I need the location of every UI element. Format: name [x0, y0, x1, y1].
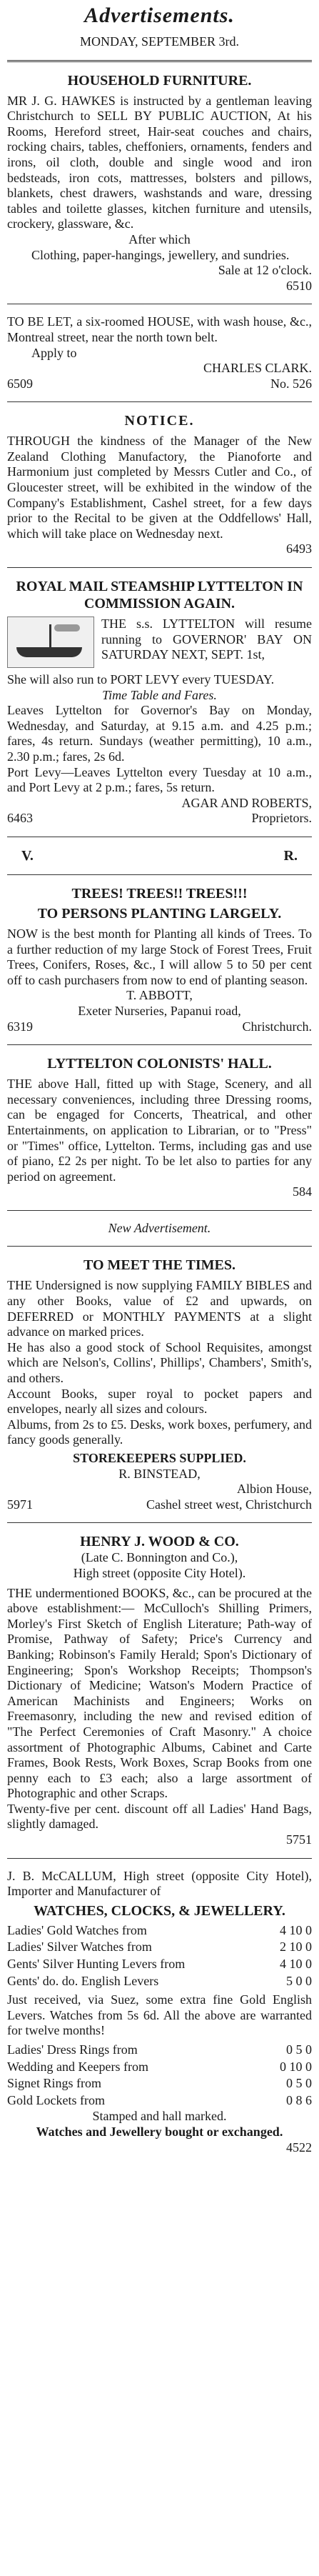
ad-role: Proprietors.: [251, 811, 312, 826]
divider: [7, 1858, 312, 1859]
price-item: Ladies' Silver Watches from: [7, 1940, 152, 1955]
ad-city: Christchurch.: [242, 1019, 312, 1034]
ad-mccallum: [7, 1869, 312, 2156]
ad-title: HOUSEHOLD FURNITURE.: [67, 72, 252, 89]
price-amount: 0 8 6: [286, 2092, 312, 2107]
price-row: [7, 2092, 312, 2110]
ad-trees: [7, 885, 312, 1034]
price-amount: 4 10 0: [280, 1957, 312, 1972]
price-list-2: [7, 2042, 312, 2109]
ad-number: 4522: [286, 2140, 312, 2155]
royal-divider: [7, 847, 312, 864]
divider-right: R.: [283, 847, 298, 864]
ad-henry-wood: [7, 1533, 312, 1847]
ad-body: THE undermentioned BOOKS, &c., can be procured at the above establishment:— McCulloch's Shilling Primers, Morley's First Sketch of English Literature; Path-way of Promise, Pathway of Safety; Price's Currency and Banking; Robinson's Family Herald; Spon's Dictionary of Engineering; Spon's Workshop Receipts; Thompson's Dictionary of Medicine; Watson's Modern Practice of American Machinists and Engineers; Works on Freemasonry, including the new and revised edition of "The Perfect Ceremonies of Craft Masonry." A choice assortment of Photographic Albums, Cabinet and Carte Frames, Book Rests, Work Boxes, Scrap Books from one penny each to £3 each; also a large assortment of Photographic and other Scraps.: [7, 1585, 312, 1801]
ad-apply: Apply to: [31, 345, 77, 360]
ad-body: J. B. McCALLUM, High street (opposite City Hotel), Importer and Manufacturer of: [7, 1868, 312, 1899]
ad-number: 5971: [7, 1497, 33, 1512]
divider: [7, 1044, 312, 1045]
ad-body: MR J. G. HAWKES is instructed by a gentleman leaving Christchurch to SELL BY PUBLIC AUCTION, At his Rooms, Hereford street, Hair-seat couches and chairs, rocking chairs, tables, cheffoniers, ornaments, fenders and irons, oil cloth, double and single wood and iron bedsteads, iron cots, mattresses, bolsters and pillows, blankets, chest drawers, washstands and ware, dressing tables and toilette glasses, kitchen furniture and utensils, crockery, glassware, &c.: [7, 93, 312, 231]
divider: [7, 1246, 312, 1247]
ad-number: 6509: [7, 376, 33, 391]
price-item: Signet Rings from: [7, 2076, 102, 2091]
ad-body-4: Albums, from 2s to £5. Desks, work boxes, perfumery, and fancy goods generally.: [7, 1417, 312, 1447]
price-list: [7, 1922, 312, 1990]
ad-body-2: He has also a good stock of School Requisites, amongst which are Nelson's, Collins', Phillips', Chambers', Smith's, and others.: [7, 1339, 312, 1386]
divider: [7, 60, 312, 62]
price-row: [7, 2059, 312, 2076]
new-advertisement-label: New Advertisement.: [108, 1220, 211, 1235]
price-item: Gold Lockets from: [7, 2092, 105, 2107]
ad-stamp: Stamped and hall marked.: [92, 2109, 227, 2124]
date-line: MONDAY, SEPTEMBER 3rd.: [79, 34, 240, 49]
ad-meet-the-times: [7, 1257, 312, 1512]
ad-sale-time: Sale at 12 o'clock.: [218, 263, 312, 278]
price-amount: 2 10 0: [280, 1940, 312, 1955]
page-title: Advertisements.: [84, 4, 235, 27]
ad-title: TO MEET THE TIMES.: [83, 1257, 236, 1274]
divider: [7, 874, 312, 875]
ad-body-1: THE Undersigned is now supplying FAMILY BIBLES and any other Books, value of £2 and upwards, on DEFERRED or MONTHLY PAYMENTS at a slight advance on marked prices.: [7, 1278, 312, 1339]
ad-subtitle: TO PERSONS PLANTING LARGELY.: [37, 905, 282, 922]
ad-body: TO BE LET, a six-roomed HOUSE, with wash house, &c., Montreal street, near the north town belt.: [7, 314, 312, 344]
ad-number: 584: [293, 1184, 312, 1199]
ad-title: LYTTELTON COLONISTS' HALL.: [47, 1056, 272, 1072]
ad-steamship: [7, 578, 312, 827]
ad-body-1: THE s.s. LYTTELTON will resume running to GOVERNOR' BAY ON SATURDAY NEXT, SEPT. 1st,: [101, 616, 312, 662]
ad-body-3: Leaves Lyttelton for Governor's Bay on Monday, Wednesday, and Saturday, at 9.15 a.m. and 4.25 p.m.; fares, 4s return. Sundays (weather permitting), 10 a.m., 2.30 p.m.; fares, 2s 6d.: [7, 703, 312, 764]
ad-body-3: Account Books, super royal to pocket papers and envelopes, nearly all sizes and colours.: [7, 1386, 312, 1417]
ad-footer: Watches and Jewellery bought or exchanged.: [36, 2124, 283, 2139]
price-amount: 0 5 0: [286, 2076, 312, 2091]
divider-left: V.: [21, 847, 34, 864]
ad-number: 6493: [286, 541, 312, 556]
ad-title: ROYAL MAIL STEAMSHIP LYTTELTON IN COMMISSION AGAIN.: [16, 579, 303, 612]
ad-household-furniture: [7, 72, 312, 294]
divider: [7, 401, 312, 402]
ad-title: HENRY J. WOOD & CO.: [80, 1534, 239, 1550]
ad-note: Just received, via Suez, some extra fine Gold English Levers. Watches from 5s 6d. All the above are warranted for twelve months!: [7, 1992, 312, 2038]
price-row: [7, 2042, 312, 2059]
ad-body: THROUGH the kindness of the Manager of the New Zealand Clothing Manufactory, the Pianoforte and Harmonium just completed by Messrs Cutler and Co., of Gloucester street, will be exhibited in the window of the Company's Establishment, Cashel street, for a few days prior to the Recital to be given at the Oddfellows' Hall, which will take place on Wednesday next.: [7, 434, 312, 541]
ad-house: Albion House,: [237, 1482, 312, 1497]
ad-discount: Twenty-five per cent. discount off all Ladies' Hand Bags, slightly damaged.: [7, 1801, 312, 1832]
ad-after: After which: [128, 231, 191, 246]
price-item: Ladies' Gold Watches from: [7, 1922, 147, 1937]
ad-body-2: She will also run to PORT LEVY every TUESDAY.: [7, 672, 275, 687]
ad-number: 6510: [286, 278, 312, 293]
ad-title: TREES! TREES!! TREES!!!: [71, 885, 248, 902]
ad-contact-name: R. BINSTEAD,: [118, 1466, 201, 1481]
price-amount: 5 0 0: [286, 1973, 312, 1988]
ad-contact-name: AGAR AND ROBERTS,: [181, 795, 312, 810]
price-row: [7, 1939, 312, 1956]
price-item: Gents' Silver Hunting Levers from: [7, 1957, 186, 1972]
ad-title: WATCHES, CLOCKS, & JEWELLERY.: [34, 1902, 285, 1919]
ad-contact-name: T. ABBOTT,: [126, 988, 193, 1003]
ad-address: High street (opposite City Hotel).: [73, 1565, 246, 1580]
ad-subtitle: (Late C. Bonnington and Co.),: [81, 1550, 238, 1565]
ad-stores: STOREKEEPERS SUPPLIED.: [73, 1451, 246, 1465]
price-item: Ladies' Dress Rings from: [7, 2042, 138, 2057]
ad-colonists-hall: [7, 1055, 312, 1200]
ad-house-to-let: [7, 314, 312, 391]
ad-body-4: Port Levy—Leaves Lyttelton every Tuesday at 10 a.m., and Port Levy at 2 p.m.; fares, 5s return.: [7, 764, 312, 795]
ad-timetable: Time Table and Fares.: [102, 687, 217, 702]
ad-after-detail: Clothing, paper-hangings, jewellery, and sundries.: [31, 247, 290, 262]
ad-contact-place: Exeter Nurseries, Papanui road,: [78, 1003, 241, 1018]
price-row: [7, 1973, 312, 1990]
divider: [7, 1522, 312, 1523]
divider: [7, 567, 312, 568]
ad-number: 5751: [286, 1832, 312, 1847]
ad-reference: No. 526: [270, 376, 312, 391]
ad-contact-name: CHARLES CLARK.: [203, 361, 312, 376]
ad-body: THE above Hall, fitted up with Stage, Scenery, and all necessary conveniences, including three Dressing rooms, can be engaged for Concerts, Theatrical, and other Entertainments, on application to Librarian, or to "Press" or "Times" office, Lyttelton. Terms, including gas and use of piano, £2 2s per night. To be let also to parties for any period on agreement.: [7, 1077, 312, 1184]
divider: [7, 1210, 312, 1211]
price-item: Wedding and Keepers from: [7, 2059, 148, 2074]
price-item: Gents' do. do. English Levers: [7, 1973, 159, 1988]
ad-body: NOW is the best month for Planting all kinds of Trees. To a further reduction of my large Stock of Forest Trees, Fruit Trees, Conifers, Roses, &c., I will allow 5 to 50 per cent off to cash purchasers from now to end of planting season.: [7, 926, 312, 987]
price-row: [7, 1956, 312, 1973]
ad-address: Cashel street west, Christchurch: [146, 1497, 312, 1512]
price-amount: 4 10 0: [280, 1922, 312, 1937]
steamship-illustration: [7, 616, 94, 668]
ad-notice: [7, 412, 312, 557]
price-row: [7, 2075, 312, 2092]
ad-number: 6319: [7, 1019, 33, 1034]
ad-title: NOTICE.: [124, 413, 195, 429]
price-amount: 0 10 0: [280, 2059, 312, 2074]
price-amount: 0 5 0: [286, 2042, 312, 2057]
newspaper-column: [0, 3, 319, 2155]
price-row: [7, 1922, 312, 1940]
ad-number: 6463: [7, 811, 33, 826]
